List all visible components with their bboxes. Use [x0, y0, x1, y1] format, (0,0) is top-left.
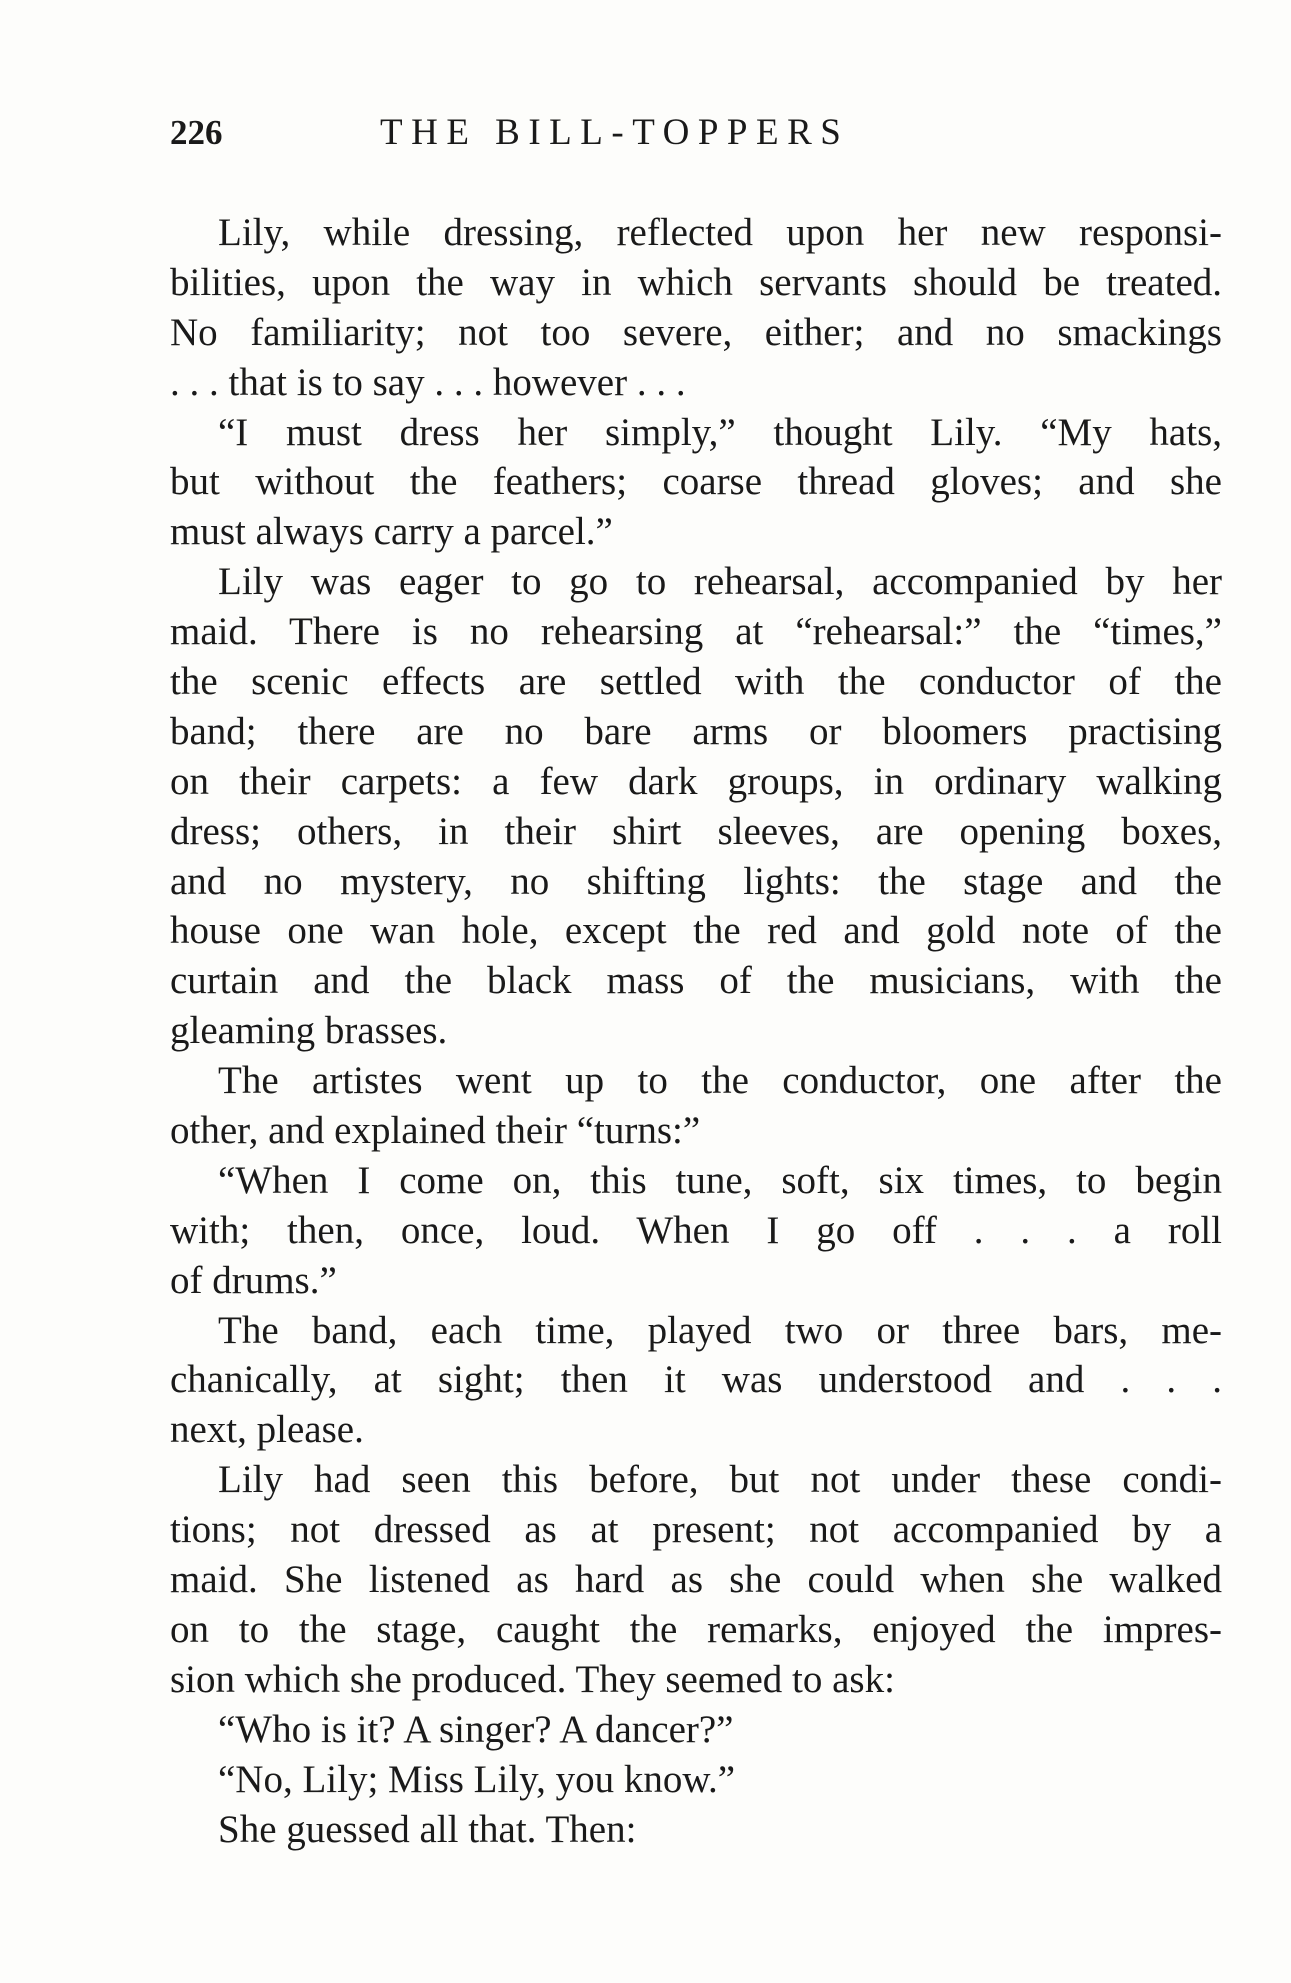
- text-line: must always carry a parcel.”: [170, 510, 613, 554]
- text-line: other, and explained their “turns:”: [170, 1109, 701, 1153]
- text-line: of drums.”: [170, 1258, 337, 1302]
- text-line: Lily had seen this before, but not under these condi-: [218, 1458, 1222, 1502]
- text-line: maid. There is no rehearsing at “rehearsal:” the “times,”: [170, 610, 1222, 654]
- body-text: [170, 208, 1222, 1854]
- text-line: gleaming brasses.: [170, 1009, 448, 1053]
- text-line: maid. She listened as hard as she could when she walked: [170, 1558, 1222, 1602]
- text-line: “Who is it? A singer? A dancer?”: [218, 1707, 734, 1751]
- text-line: Lily was eager to go to rehearsal, accompanied by her: [218, 560, 1222, 604]
- text-line: sion which she produced. They seemed to ask:: [170, 1657, 895, 1701]
- text-line: curtain and the black mass of the musicians, with the: [170, 959, 1222, 1003]
- text-line: with; then, once, loud. When I go off . . . a roll: [170, 1208, 1222, 1252]
- text-line: but without the feathers; coarse thread gloves; and she: [170, 460, 1222, 504]
- text-line: house one wan hole, except the red and gold note of the: [170, 909, 1222, 953]
- book-page: [170, 0, 1222, 1983]
- text-line: band; there are no bare arms or bloomers practising: [170, 709, 1222, 753]
- text-line: “When I come on, this tune, soft, six times, to begin: [218, 1158, 1222, 1202]
- text-line: . . . that is to say . . . however . . .: [170, 360, 686, 404]
- text-line: She guessed all that. Then:: [218, 1807, 637, 1851]
- text-line: No familiarity; not too severe, either; and no smackings: [170, 310, 1222, 354]
- text-line: Lily, while dressing, reflected upon her new responsi-: [218, 211, 1222, 254]
- running-title: THE BILL-TOPPERS: [380, 112, 850, 153]
- page-number: 226: [170, 113, 223, 152]
- text-line: The band, each time, played two or three bars, me-: [218, 1308, 1222, 1352]
- text-line: The artistes went up to the conductor, one after the: [218, 1059, 1222, 1103]
- text-line: on their carpets: a few dark groups, in ordinary walking: [170, 759, 1222, 803]
- text-line: the scenic effects are settled with the conductor of the: [170, 660, 1222, 704]
- text-line: bilities, upon the way in which servants should be treated.: [170, 260, 1222, 304]
- text-line: on to the stage, caught the remarks, enjoyed the impres-: [170, 1607, 1222, 1651]
- text-line: next, please.: [170, 1408, 364, 1452]
- text-line: “I must dress her simply,” thought Lily. “My hats,: [218, 410, 1222, 454]
- text-line: dress; others, in their shirt sleeves, are opening boxes,: [170, 809, 1222, 853]
- text-line: chanically, at sight; then it was understood and . . .: [170, 1358, 1222, 1402]
- text-line: tions; not dressed as at present; not accompanied by a: [170, 1508, 1222, 1552]
- page-header: [170, 108, 1222, 158]
- text-line: and no mystery, no shifting lights: the stage and the: [170, 859, 1222, 903]
- text-line: “No, Lily; Miss Lily, you know.”: [218, 1757, 736, 1801]
